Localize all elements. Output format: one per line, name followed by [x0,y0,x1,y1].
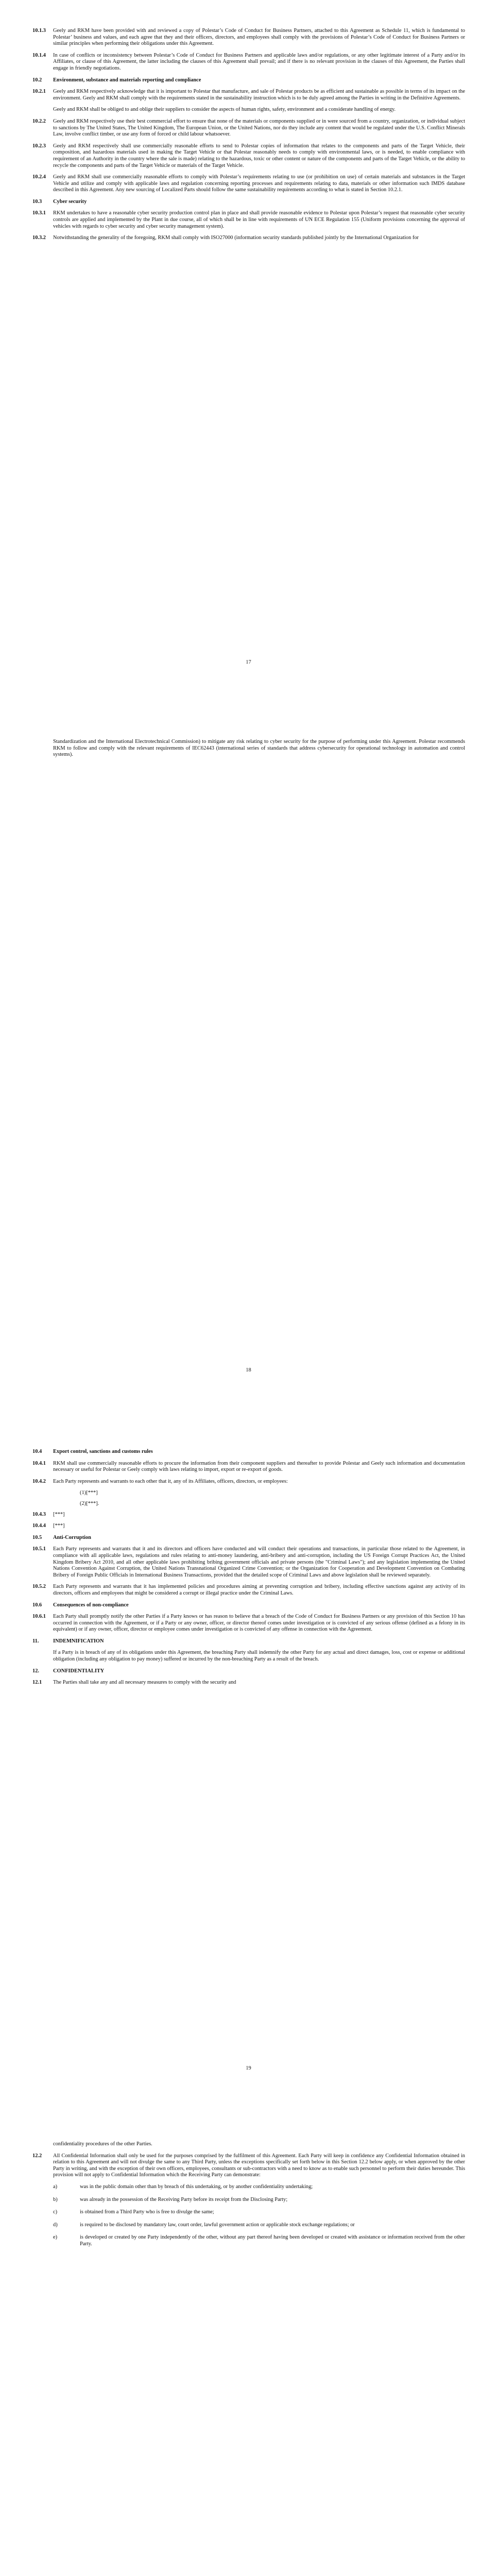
section-10-3-2: 10.3.2 Notwithstanding the generality of the foregoing, RKM shall comply with ISO27000 (information security standards published jointly by the International Organization for [32,235,419,241]
page-number: 19 [246,2065,251,2071]
redacted-subitem: (2)[***]. [80,1500,99,1506]
heading-10-6: 10.6 Consequences of non-compliance [32,1602,129,1608]
section-12-1-continuation: confidentiality procedures of the other Parties. [53,2141,152,2147]
section-10-2-4: 10.2.4 Geely and RKM shall use commercially reasonable efforts to comply with Polestar’s requirements relating to use (or prohibition on use) of certain materials and substances in the Target Vehicle and utilize and comply with applicable laws and regulation concerning reporting processes and requirements relating to data, materials or other information such IMDS database described in this Agreement. Any new sourcing of Localized Parts should follow the same sustainability requirements according to what is stated in Section 10.2.1. [32,174,465,193]
heading-11-indemnification: 11. INDEMNIFICATION [32,1638,104,1644]
heading-12-confidentiality: 12. CONFIDENTIALITY [32,1668,105,1674]
page-20 [0,2111,497,2576]
section-10-1-3: 10.1.3 Geely and RKM have been provided with and reviewed a copy of Polestar’s Code of Conduct for Business Partners, attached to this Agreement as Schedule 11, which is fundamental to Polestar’ business and values, and each agree that they and their officers, directors, and employees shall comply with the provisions of Polestar’s Code of Conduct for Business Partners or similar principles when performing their obligations under this Agreement. [32,28,465,47]
heading-10-4: 10.4 Export control, sanctions and customs rules [32,1449,153,1454]
section-10-1-4: 10.1.4 In case of conflicts or inconsistency between Polestar’s Code of Conduct for Business Partners and applicable laws and/or regulations, or any other legitimate interest of a Party and/or its Affiliates, or clause of this Agreement, the latter including the clauses of this Agreement shall prevail; and if there is no relevant provision in the clauses of this Agreement, the Parties shall engage in friendly negotiations. [32,52,465,71]
page-18 [0,704,497,1408]
heading-10-3: 10.3 Cyber security [32,198,87,205]
section-10-2-1-extra: Geely and RKM shall be obliged to and oblige their suppliers to consider the aspects of human rights, safety, environment and a considerate handling of energy. [53,107,396,113]
section-12-1: 12.1 The Parties shall take any and all necessary measures to comply with the security and [32,1680,236,1686]
list-item: c) is obtained from a Third Party who is free to divulge the same; [53,2209,214,2215]
section-10-3-1: 10.3.1 RKM undertakes to have a reasonable cyber security production control plan in place and shall provide reasonable evidence to Polestar upon Polestar’s request that reasonable cyber security controls are applied and implemented by the Plant in due course, all of which shall be in line with requirements of UN ECE Regulation 155 (Uniform provisions concerning the approval of vehicles with regards to cyber security and cyber security management system). [32,210,465,229]
section-10-2-1: 10.2.1 Geely and RKM respectively acknowledge that it is important to Polestar that manufacture, and sale of Polestar products be as efficient and sustainable as possible in terms of its impact on the environment. Geely and RKM shall comply with the requirements stated in the sustainability instruction which is to be duly agreed among the Parties in writing in the Definitive Agreements. [32,89,465,101]
section-11-text: If a Party is in breach of any of its obligations under this Agreement, the breaching Party shall indemnify the other Party for any actual and direct damages, loss, cost or expense or additional obligation (including any obligation to pay money) suffered or incurred by the non-breaching Party as a result of the breach. [53,1650,465,1663]
page-number: 18 [246,1367,251,1373]
list-item: a) was in the public domain other than by breach of this undertaking, or by another confidentiality undertaking; [53,2183,313,2190]
section-10-3-2-continuation: Standardization and the International Electrotechnical Commission) to mitigate any risk relating to cyber security for the purpose of performing under this Agreement. Polestar recommends RKM to follow and comply with the relevant requirements of IEC62443 (international series of standards that address cybersecurity for operational technology in automation and control systems). [53,739,465,758]
list-item: d) is required to be disclosed by mandatory law, court order, lawful government action or applicable stock exchange regulations; or [53,2222,355,2228]
page-17 [0,0,497,704]
section-10-4-4: 10.4.4 [***] [32,1523,65,1529]
redacted-subitem: (1)[***] [80,1490,98,1496]
section-12-2: 12.2 All Confidential Information shall only be used for the purposes comprised by the fulfilment of this Agreement. Each Party will keep in confidence any Confidential Information obtained in relation to this Agreement and will not divulge the same to any Third Party, unless the exceptions specifically set forth below in this Section 12.2 below apply, or when approved by the other Party in writing, and with the exception of their own officers, employees, consultants or sub-contractors with a need to know as to enable such personnel to perform their duties hereunder. This provision will not apply to Confidential Information which the Receiving Party can demonstrate: [32,2153,465,2178]
section-10-2-2: 10.2.2 Geely and RKM respectively use their best commercial effort to ensure that none of the materials or components supplied or in were sourced from a country, organization, or individual subject to sanctions by The United States, The United Kingdom, The European Union, or the United Nations, nor do they include any content that would be regulated under the U.S. Conflict Minerals Law, involve conflict timber, or use any form of forced or child labour whatsoever. [32,118,465,138]
heading-10-5: 10.5 Anti-Corruption [32,1534,91,1540]
section-10-2-3: 10.2.3 Geely and RKM respectively shall use commercially reasonable efforts to send to Polestar copies of information that relates to the components and parts of the Target Vehicle, their composition, and hazardous materials used in making the Target Vehicle or that Polestar reasonably needs to comply with environmental laws, or is needed, to enable compliance with requirement of an Authority in the country where the sale is made) relating to the hazardous, toxic or other content or nature of the components and parts of the Target Vehicle, or the ability to recycle the components and parts of the Target Vehicle or materials of the Target Vehicle. [32,143,465,168]
page-19 [0,1408,497,2111]
page-number: 17 [246,659,251,665]
list-item: b) was already in the possession of the Receiving Party before its receipt from the Disclosing Party; [53,2196,288,2202]
section-10-4-2: 10.4.2 Each Party represents and warrants to each other that it, any of its Affiliates, officers, directors, or employees: [32,1478,288,1484]
section-10-4-1: 10.4.1 RKM shall use commercially reasonable efforts to procure the information from their component suppliers and thereafter to provide Polestar and Geely such information and documentation necessary or useful for Polestar or Geely comply with laws relating to import, export or re-export of goods. [32,1460,465,1473]
heading-10-2: 10.2 Environment, substance and materials reporting and compliance [32,77,201,83]
section-10-5-2: 10.5.2 Each Party represents and warrants that it has implemented policies and procedures aiming at preventing corruption and bribery, including effective sanctions against any activity of its directors, officers and employees that might be considered a corrupt or illegal practice under the Criminal Laws. [32,1584,465,1596]
list-item: e) is developed or created by one Party independently of the other, without any part thereof having been developed or created with assistance or information received from the other Party. [53,2234,465,2247]
section-10-4-3: 10.4.3 [***] [32,1511,65,1517]
section-10-5-1: 10.5.1 Each Party represents and warrants that it and its directors and officers have conducted and will conduct their operations and transactions, in particular those related to the Agreement, in compliance with all applicable laws, regulations and rules relating to anti-money laundering, anti-bribery and anti-corruption, including the US Foreign Corrupt Practices Act, the United Kingdom Bribery Act 2010, and all other applicable laws prohibiting bribing government officials and private persons (the "Criminal Laws"); and any legislation implementing the United Nations Convention Against Corruption, the United Nations Transnational Organized Crime Convention; or the Organization for Cooperation and Development Convention on Combating Bribery of Foreign Public Officials in International Business Transactions, provided that the detailed scope of Criminal Laws and above legislation shall be reviewed separately. [32,1546,465,1578]
section-10-6-1: 10.6.1 Each Party shall promptly notify the other Parties if a Party knows or has reason to believe that a breach of the Code of Conduct for Business Partners or any provision of this Section 10 has occurred in connection with the Agreement, or if a Party or any owner, officer, or director thereof comes under investigation or is convicted of any serious offense (defined as a felony in its equivalent) or if any owner, officer, director or employee comes under investigation or is convicted of any offense in connection with the Agreement. [32,1614,465,1633]
